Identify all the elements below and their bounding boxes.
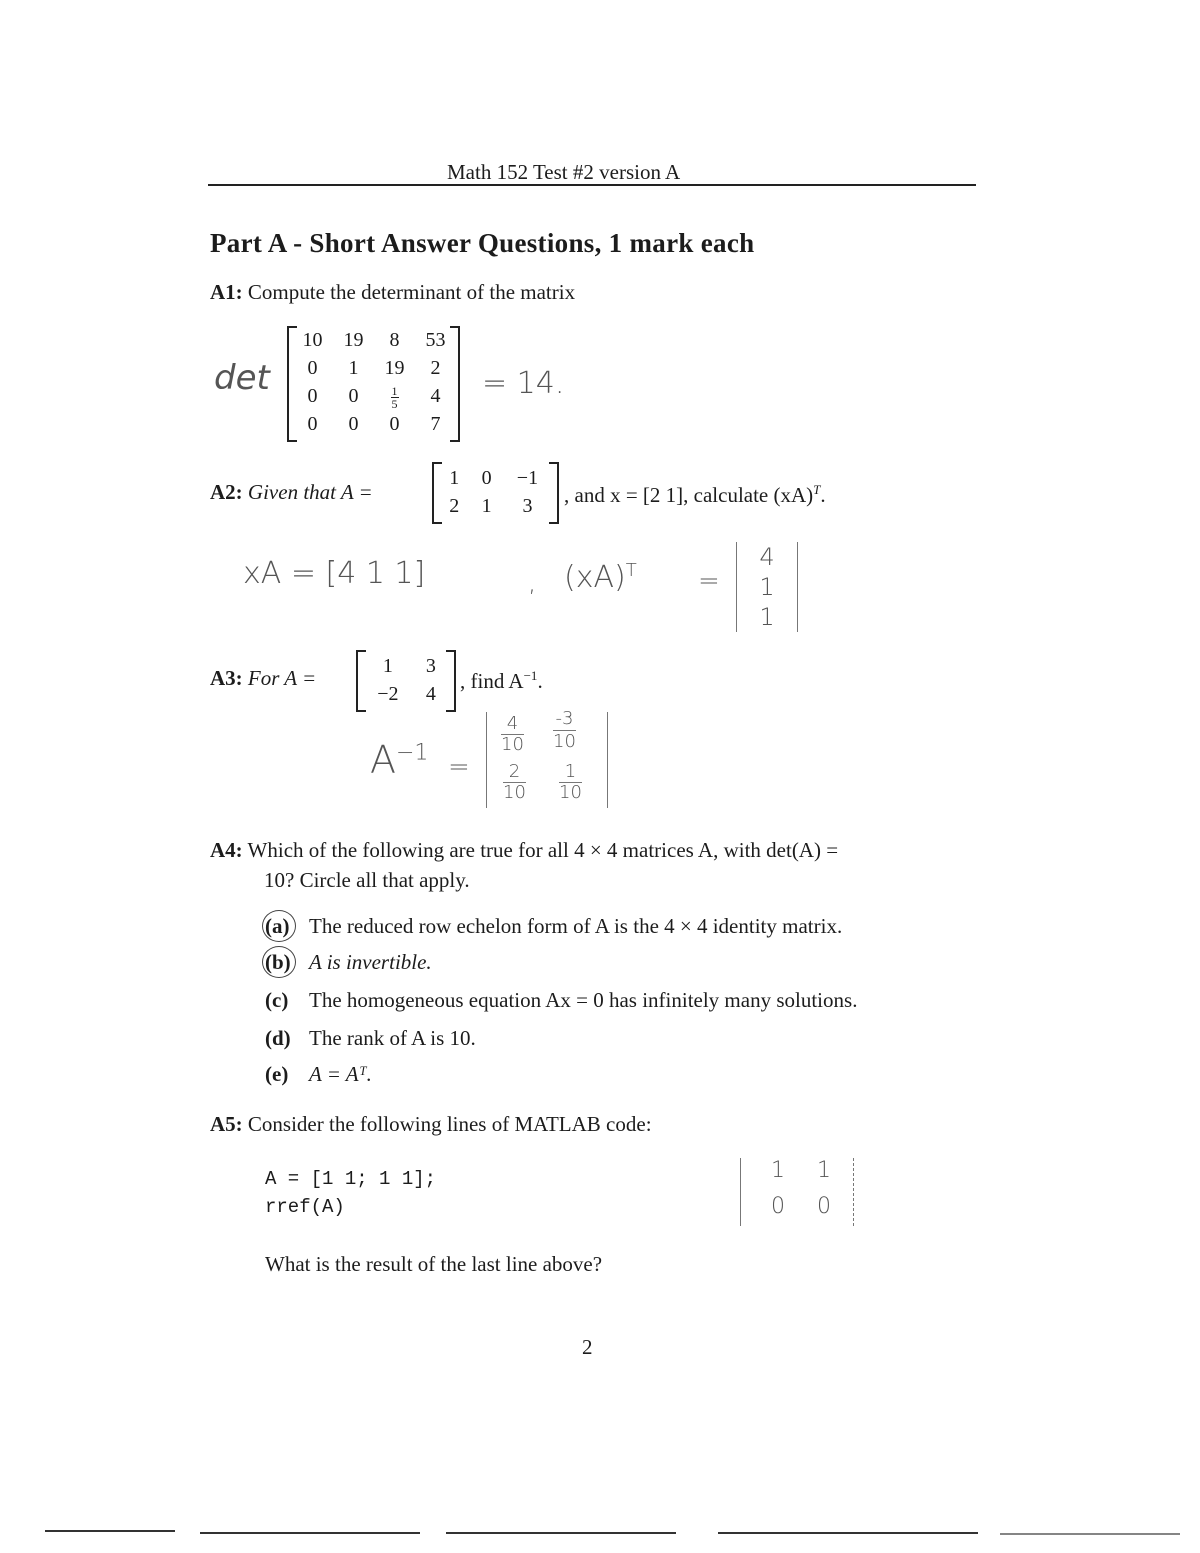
question-a5-prompt: What is the result of the last line above?: [265, 1252, 603, 1276]
matrix-cell: −1: [516, 467, 539, 489]
option-e[interactable]: [265, 1062, 372, 1087]
matrix-cell: 10: [302, 329, 323, 351]
matrix-cell: 0: [389, 413, 400, 435]
matrix-cell: 0: [481, 467, 492, 489]
handwritten-rref-matrix: [740, 1158, 854, 1226]
handwritten-equals: =: [448, 752, 470, 782]
handwritten-entry: 4: [759, 543, 775, 571]
handwritten-denominator: 10: [559, 782, 582, 803]
scan-artifact-line: [1000, 1533, 1180, 1535]
matrix-cell: 1: [382, 655, 393, 677]
handwritten-entry: 1: [759, 603, 775, 631]
code-line-1: A = [1 1; 1 1];: [265, 1168, 437, 1190]
handwritten-text: A: [370, 738, 396, 782]
handwritten-separator: ,: [528, 568, 537, 598]
option-text: The homogeneous equation Ax = 0 has infinitely many solutions.: [309, 988, 858, 1012]
question-a2-continued: [564, 482, 826, 508]
option-letter: (b): [265, 950, 291, 974]
handwritten-text: (xA): [564, 560, 626, 595]
superscript: T: [813, 482, 821, 497]
question-a3: [210, 666, 316, 691]
handwritten-numerator: 2: [503, 762, 526, 783]
option-letter: (a): [265, 914, 290, 938]
matrix-cell: 0: [348, 413, 359, 435]
handwritten-xa-transpose: [564, 560, 637, 595]
scan-artifact-line: [718, 1532, 978, 1534]
question-text: , and x = [2 1], calculate (xA): [564, 483, 814, 507]
matrix-cell: −2: [377, 683, 399, 705]
page-header-title: Math 152 Test #2 version A: [447, 160, 681, 184]
matrix-cell: 19: [384, 357, 405, 379]
matrix-cell: 1: [481, 495, 492, 517]
question-label: A5:: [210, 1112, 243, 1136]
handwritten-a1-answer: = 14.: [482, 366, 565, 401]
option-letter: (c): [265, 988, 289, 1012]
matrix-cell: 1: [449, 467, 460, 489]
question-a3-continued: [460, 668, 543, 694]
option-letter: (d): [265, 1026, 291, 1050]
handwritten-denominator: 10: [503, 782, 526, 803]
handwritten-inverse-matrix: [486, 708, 608, 808]
question-a5: [210, 1112, 652, 1137]
scan-artifact-line: [200, 1532, 420, 1534]
handwritten-superscript: T: [625, 560, 637, 581]
option-d[interactable]: [265, 1026, 476, 1051]
matrix-cell: 3: [522, 495, 533, 517]
handwritten-fraction: [559, 762, 582, 803]
handwritten-column-vector: [736, 542, 798, 632]
page-number: 2: [582, 1335, 593, 1359]
question-label: A2:: [210, 480, 243, 504]
part-title: Part A - Short Answer Questions, 1 mark each: [210, 228, 755, 258]
handwritten-det: det: [214, 358, 270, 398]
matrix-cell-fraction: [374, 382, 415, 410]
question-label: A1:: [210, 280, 243, 304]
question-text: For A =: [247, 666, 317, 690]
matrix-cell: 53: [425, 329, 446, 351]
handwritten-entry: 1: [771, 1158, 785, 1183]
matrix-cell: 3: [425, 655, 436, 677]
matrix-cell: 0: [307, 385, 318, 407]
matrix-cell: 2: [449, 495, 460, 517]
handwritten-entry: 0: [771, 1194, 785, 1219]
superscript: −1: [523, 668, 538, 683]
question-a4: [210, 838, 838, 863]
handwritten-entry: 0: [817, 1194, 831, 1219]
handwritten-numerator: 4: [501, 714, 524, 735]
option-a[interactable]: [265, 914, 842, 939]
circled-mark: [262, 946, 296, 978]
matrix-cell: 1: [348, 357, 359, 379]
handwritten-numerator: 1: [559, 762, 582, 783]
handwritten-fraction: [553, 708, 576, 753]
handwritten-fraction: [503, 762, 526, 803]
option-c[interactable]: [265, 988, 857, 1013]
question-a2: [210, 480, 373, 505]
handwritten-equals: =: [698, 566, 720, 596]
option-letter: (e): [265, 1062, 289, 1086]
question-text: Consider the following lines of MATLAB code:: [247, 1112, 652, 1136]
a2-matrix: [438, 464, 552, 520]
code-line-2: rref(A): [265, 1196, 345, 1218]
matrix-cell: 8: [389, 329, 400, 351]
matrix-cell: 4: [430, 385, 441, 407]
option-text: The rank of A is 10.: [309, 1026, 476, 1050]
matrix-cell: 0: [307, 357, 318, 379]
fraction-denominator: 5: [391, 396, 398, 411]
option-text: A = Aᵀ.: [309, 1062, 372, 1086]
question-a1: [210, 280, 575, 305]
handwritten-entry: 1: [817, 1158, 831, 1183]
handwritten-superscript: −1: [396, 740, 429, 766]
matrix-cell: 4: [425, 683, 436, 705]
question-text: Compute the determinant of the matrix: [247, 280, 576, 304]
circled-mark: [262, 910, 296, 942]
matrix-cell: 7: [430, 413, 441, 435]
question-a4-line2: 10? Circle all that apply.: [264, 868, 470, 892]
handwritten-fraction: [501, 714, 524, 755]
option-text: The reduced row echelon form of A is the 4 × 4 identity matrix.: [309, 914, 843, 938]
a3-matrix: [362, 652, 448, 708]
scan-artifact-line: [45, 1530, 175, 1532]
fraction-numerator: 1: [391, 383, 398, 398]
matrix-cell: 0: [348, 385, 359, 407]
a1-matrix: [292, 326, 456, 438]
question-label: A4:: [210, 838, 243, 862]
matrix-cell: 0: [307, 413, 318, 435]
handwritten-entry: 1: [759, 573, 775, 601]
matrix-cell: 2: [430, 357, 441, 379]
question-text: , find A: [460, 669, 524, 693]
option-text: A is invertible.: [309, 950, 432, 974]
period: .: [537, 669, 543, 693]
matrix-cell: 19: [343, 329, 364, 351]
header-rule: [208, 184, 976, 186]
question-label: A3:: [210, 666, 243, 690]
period: .: [820, 483, 826, 507]
question-text: Given that A =: [247, 480, 373, 504]
handwritten-denominator: 10: [553, 731, 576, 752]
handwritten-xa: xA = [4 1 1]: [243, 556, 426, 591]
question-text: Which of the following are true for all 4 × 4 matrices A, with det(A) =: [247, 838, 839, 862]
handwritten-numerator: -3: [553, 708, 576, 731]
handwritten-denominator: 10: [501, 734, 524, 755]
scan-artifact-line: [446, 1532, 676, 1534]
handwritten-a-inverse: [370, 738, 428, 782]
